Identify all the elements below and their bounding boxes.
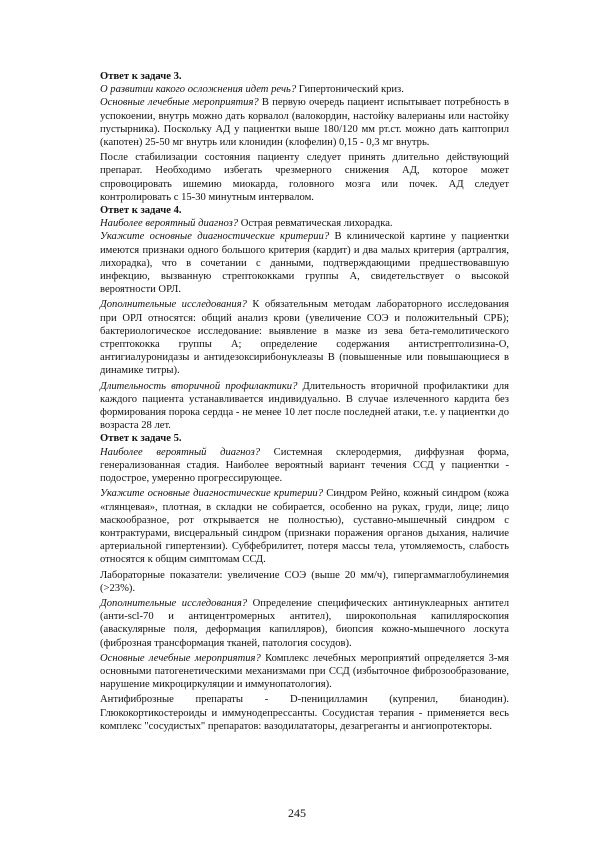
question-text: Наиболее вероятный диагноз? xyxy=(100,218,239,230)
question-text: Дополнительные исследования? xyxy=(100,299,247,311)
question-answer-paragraph xyxy=(100,298,509,377)
question-answer-paragraph xyxy=(100,446,509,486)
question-answer-paragraph xyxy=(100,380,509,433)
page-content xyxy=(100,70,509,733)
answer-text: Системная склеродермия, диффузная форма, генерализованная стадия. Наиболее вероятный вариант течения ССД у пациентки - подострое, умеренно прогрессирующее. xyxy=(100,446,509,485)
body-paragraph: После стабилизации состояния пациенту следует принять длительно действующий препарат. Необходимо избегать чрезмерного снижения АД, которое может спровоцировать ишемию миокарда, головного мозга или почек. АД следует контролировать с 15-30 минутным интервалом. xyxy=(100,152,509,203)
answer-text: К обязательным методам лабораторного исследования при ОРЛ относятся: общий анализ крови (увеличение СОЭ и положительный СРБ); бактериологическое исследование: выявление в мазке из зева бета-гемолитического стрептококка группы А; определение содержания антистрептолизина-О, антигиалуронидазы и антидезоксирибонуклеазы В (повышенные или повышающиеся в динамике титры). xyxy=(100,299,509,377)
answer-heading: Ответ к задаче 3. xyxy=(100,71,182,82)
question-answer-paragraph xyxy=(100,597,509,650)
answer-text: В клинической картине у пациентки имеются признаки одного большого критерия (кардит) и два малых критерия (артралгия, лихорадка), что в сочетании с данными, подтверждающими предшествовавшую инфекцию, вызванную стрептококками группы А, свидетельствует о высокой вероятности ОРЛ. xyxy=(100,231,509,296)
question-answer-paragraph xyxy=(100,230,509,296)
question-text: Укажите основные диагностические критерии? xyxy=(100,488,324,500)
answer-text: Синдром Рейно, кожный синдром (кожа «глянцевая», плотная, в складки не собирается, особенно на руках, груди, лице; лицо маскообразное, рот открывается не полностью), суставно-мышечный синдром с контрактурами, висцеральный синдром (признаки поражения органов дыхания, наличие артериальной гипертензии). Субфебрилитет, потеря массы тела, утомляемость, слабость относятся к общим симптомам ССД. xyxy=(100,488,509,566)
page-number: 245 xyxy=(288,806,306,820)
question-text: Укажите основные диагностические критерии? xyxy=(100,231,330,243)
answer-text: Комплекс лечебных мероприятий определяется 3-мя основными патогенетическими механизмами при ССД (избыточное фиброзообразование, нарушение микроциркуляции и иммунопатология). xyxy=(100,652,510,691)
body-paragraph: Антифиброзные препараты - D-пеницилламин (купренил, бианодин). Глюкокортикостероиды и иммунодепрессанты. Сосудистая терапия - применяется весь комплекс "сосудистых" препаратов: вазодилататоры, дезагреганты и ангиопротекторы. xyxy=(100,694,509,732)
answer-heading: Ответ к задаче 5. xyxy=(100,433,182,445)
question-text: О развитии какого осложнения идет речь? xyxy=(100,84,297,96)
question-text: Наиболее вероятный диагноз? xyxy=(100,446,261,458)
question-text: Основные лечебные мероприятия? xyxy=(100,652,261,664)
question-answer-paragraph xyxy=(100,83,509,96)
answer-heading: Ответ к задаче 4. xyxy=(100,205,182,217)
answer-text: Длительность вторичной профилактики для каждого пациента устанавливается индивидуально. В случае излеченного кардита без формирования порока сердца - не менее 10 лет после последней атаки, т.е. у пациентки до возраста 28 лет. xyxy=(100,380,509,432)
answer-text: Определение специфических антинуклеарных антител (анти-scl-70 и антицентромерных антител), широкопольная капилляроскопия (аваскулярные поля, деформация капилляров), биопсия кожно-мышечного лоскута (фиброзная трансформация тканей, патология сосудов). xyxy=(100,597,509,649)
question-answer-paragraph xyxy=(100,96,509,149)
answer-text: В первую очередь пациент испытывает потребность в успокоении, внутрь можно дать корвалол (валокордин, настойку валерианы или настойку пустырника). Поскольку АД у пациентки выше 180/120 мм рт.ст. можно дать каптоприл (капотен) 25-50 мг внутрь или клонидин (клофелин) 0,15 - 0,3 мг внутрь. xyxy=(100,97,509,149)
question-answer-paragraph xyxy=(100,487,509,566)
body-paragraph: Лабораторные показатели: увеличение СОЭ (выше 20 мм/ч), гипергаммаглобулинемия (>23%). xyxy=(100,569,509,594)
question-text: Длительность вторичной профилактики? xyxy=(100,380,298,392)
question-answer-paragraph xyxy=(100,217,509,230)
question-text: Дополнительные исследования? xyxy=(100,597,248,609)
answer-text: Острая ревматическая лихорадка. xyxy=(238,218,393,230)
answer-text: Гипертонический криз. xyxy=(296,84,404,96)
question-text: Основные лечебные мероприятия? xyxy=(100,97,259,109)
question-answer-paragraph xyxy=(100,652,509,692)
